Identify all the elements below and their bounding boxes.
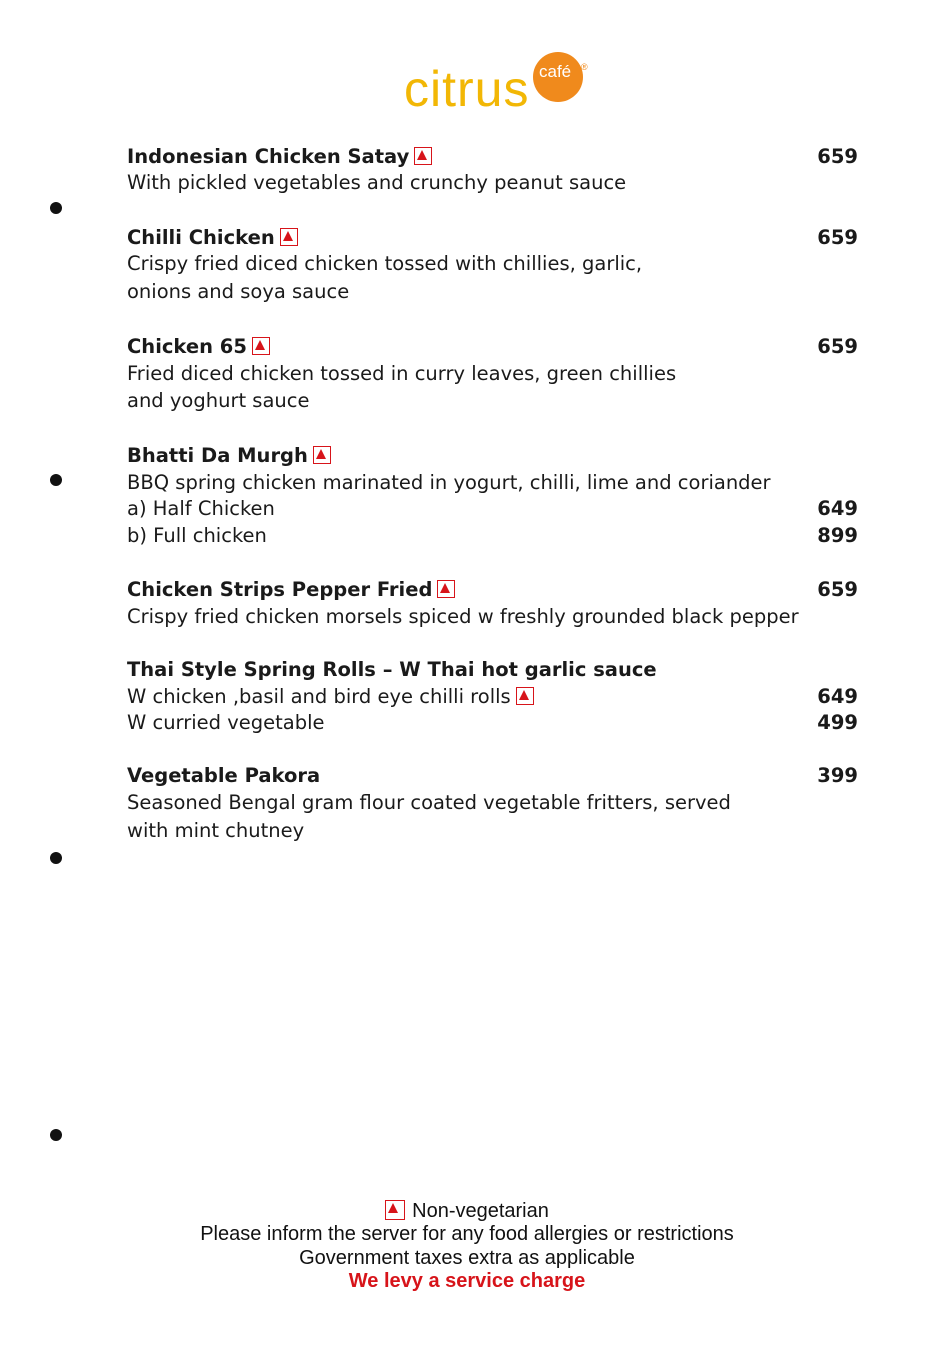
item-description: BBQ spring chicken marinated in yogurt, chilli, lime and coriander (127, 471, 771, 494)
menu-item-title (127, 578, 455, 602)
item-price: 659 (817, 578, 858, 601)
item-description: With pickled vegetables and crunchy peanut sauce (127, 171, 627, 194)
footer-legend (0, 1200, 934, 1224)
item-price: 659 (817, 335, 858, 358)
item-description: Seasoned Bengal gram flour coated vegetable fritters, served (127, 791, 731, 814)
item-option-label: b) Full chicken (127, 524, 267, 547)
item-price: 399 (817, 764, 858, 787)
item-option-label: W curried vegetable (127, 711, 325, 734)
item-description: Fried diced chicken tossed in curry leaves, green chillies (127, 362, 677, 385)
non-veg-icon (385, 1200, 405, 1220)
item-description: onions and soya sauce (127, 280, 350, 303)
non-veg-icon (252, 337, 270, 355)
item-description: with mint chutney (127, 819, 305, 842)
punch-hole-3 (50, 852, 62, 864)
logo-cafe-text: café (539, 62, 572, 81)
logo-registered-mark: ® (581, 62, 588, 72)
item-name: Chicken Strips Pepper Fried (127, 578, 433, 601)
non-veg-icon (516, 687, 534, 705)
item-option-price: 649 (817, 497, 858, 520)
footer-service-charge: We levy a service charge (348, 1270, 586, 1292)
item-name: Chicken 65 (127, 335, 247, 358)
item-description: Crispy fried diced chicken tossed with chillies, garlic, (127, 252, 643, 275)
punch-hole-2 (50, 474, 62, 486)
item-name: Indonesian Chicken Satay (127, 145, 410, 168)
menu-item-title: Vegetable Pakora (127, 764, 321, 787)
menu-item-title (127, 444, 331, 468)
item-option-text: W chicken ,basil and bird eye chilli rolls (127, 685, 511, 708)
punch-hole-1 (50, 202, 62, 214)
item-option-price: 899 (817, 524, 858, 547)
logo-wordmark: citrus (404, 61, 530, 117)
item-price: 659 (817, 226, 858, 249)
item-option-label: a) Half Chicken (127, 497, 275, 520)
non-veg-icon (313, 446, 331, 464)
footer-allergy-note: Please inform the server for any food allergies or restrictions (200, 1223, 734, 1245)
non-veg-icon (437, 580, 455, 598)
item-description: Crispy fried chicken morsels spiced w freshly grounded black pepper (127, 605, 799, 628)
item-description: and yoghurt sauce (127, 389, 310, 412)
item-option-label (127, 685, 534, 709)
item-price: 659 (817, 145, 858, 168)
item-option-price: 499 (817, 711, 858, 734)
legend-text: Non-vegetarian (412, 1200, 549, 1222)
menu-item-title (127, 226, 298, 250)
non-veg-icon (280, 228, 298, 246)
item-name: Bhatti Da Murgh (127, 444, 308, 467)
item-option-price: 649 (817, 685, 858, 708)
footer-tax-note: Government taxes extra as applicable (299, 1247, 635, 1269)
citrus-cafe-logo (400, 48, 600, 122)
item-name: Chilli Chicken (127, 226, 275, 249)
menu-item-title (127, 335, 270, 359)
menu-item-title: Thai Style Spring Rolls – W Thai hot garlic sauce (127, 658, 657, 681)
menu-item-title (127, 145, 432, 169)
punch-hole-4 (50, 1129, 62, 1141)
non-veg-icon (414, 147, 432, 165)
